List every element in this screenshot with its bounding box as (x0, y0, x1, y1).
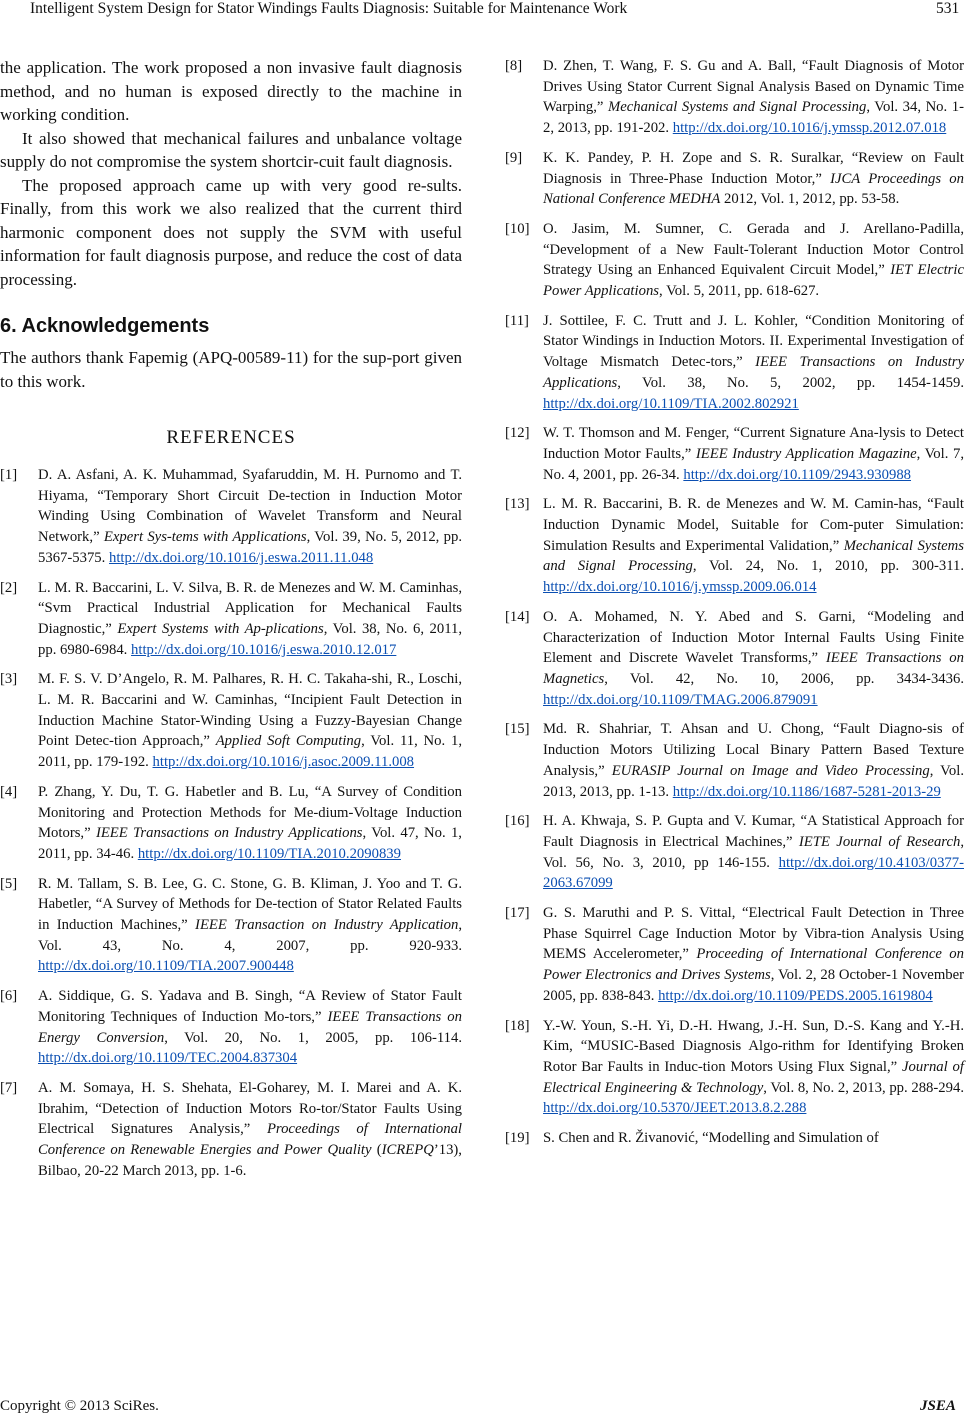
acknowledgements-text: The authors thank Fapemig (APQ-00589-11) for the sup-port given to this work. (0, 348, 462, 391)
reference-venue: IEEE Transactions on Industry Applications (95, 825, 363, 842)
reference-text (38, 578, 462, 661)
reference-details: , Vol. 2013, 2013, pp. 1-13. (543, 762, 964, 800)
reference-authors-title: L. M. R. Baccarini, B. R. de Menezes and W. M. Camin-has, “Fault Induction Dynamic Model, Suitable for Com-puter Simulation: Simulation Results and Experimental Validation,” (543, 496, 964, 554)
running-title: Intelligent System Design for Stator Windings Faults Diagnosis: Suitable for Maintenance Work (30, 0, 628, 17)
reference-venue: IET Electric Power Applications (543, 262, 964, 300)
reference-entry (505, 1016, 964, 1120)
reference-details: , Vol. 5, 2011, pp. 618-627. (659, 283, 820, 300)
reference-doi-link[interactable]: http://dx.doi.org/10.1016/j.eswa.2011.11.048 (109, 549, 374, 566)
reference-text (543, 56, 964, 139)
reference-doi-link[interactable]: http://dx.doi.org/10.1109/TIA.2010.2090839 (137, 845, 401, 862)
body-paragraph: the application. The work proposed a non invasive fault diagnosis method, and no human is exposed directly to the machine in working condition. (0, 58, 462, 124)
reference-text (38, 782, 462, 865)
reference-entry (0, 782, 462, 865)
reference-authors-title: J. Sottilee, F. C. Trutt and J. L. Kohler, “Condition Monitoring of Stator Windings in Induction Motors. II. Experimental Investigation of Voltage Mismatch Detec-tors,” (543, 312, 964, 371)
reference-doi-link[interactable]: http://dx.doi.org/10.1109/TIA.2007.900448 (38, 958, 294, 975)
reference-venue: IEEE Industry Application Magazine (695, 445, 917, 462)
reference-entry (505, 311, 964, 415)
reference-authors-title: O. A. Mohamed, N. Y. Abed and S. Garni, “Modeling and Characterization of Induction Motor Internal Faults Using Finite Element and Discrete Wavelet Transforms,” (543, 608, 964, 667)
reference-text (38, 669, 462, 773)
reference-number: [13] (505, 496, 530, 513)
reference-venue: Journal of Electrical Engineering & Technology (543, 1058, 964, 1096)
reference-authors-title: M. F. S. V. D’Angelo, R. M. Palhares, R. H. C. Takaha-shi, R., Loschi, L. M. R. Baccarini and W. Caminhas, “Incipient Fault Detection in Induction Machine Stator-Winding Using a Fuzzy-Bayesian Change Point Detec-tion Approach,” (38, 671, 462, 750)
running-header (0, 0, 967, 26)
reference-authors-title: G. S. Maruthi and P. S. Vittal, “Electrical Fault Detection in Three Phase Squirrel Cage Induction Motor by Vibra-tion Analysis Using MEMS Accelerometer,” (543, 905, 964, 963)
reference-text (543, 494, 964, 598)
reference-doi-link[interactable]: http://dx.doi.org/10.1016/j.asoc.2009.11.008 (152, 754, 415, 771)
reference-venue: IEEE Transactions on Magnetics (543, 650, 964, 687)
reference-venue: IETE Journal of Research (798, 833, 961, 850)
reference-details: , Vol. 47, No. 1, 2011, pp. 34-46. (38, 825, 462, 862)
reference-number: [8] (505, 58, 523, 74)
reference-text (543, 811, 964, 894)
reference-text (543, 607, 964, 711)
reference-details: , Vol. 34, No. 1-2, 2013, pp. 191-202. (543, 99, 964, 137)
reference-text (543, 1016, 964, 1120)
reference-authors-title: D. Zhen, T. Wang, F. S. Gu and A. Ball, “Fault Diagnosis of Motor Drives Using Stator Current Signal Analysis Based on Dynamic Time Warping,” (543, 58, 964, 116)
reference-text (543, 1128, 964, 1149)
body-paragraph: It also showed that mechanical failures and unbalance voltage supply do not compromise the system shortcir-cuit fault diagnosis. (0, 128, 462, 171)
reference-entry (0, 874, 462, 978)
reference-venue: Mechanical Systems and Signal Processing (543, 537, 964, 575)
reference-details: ’13), Bilbao, 20-22 March 2013, pp. 1-6. (38, 1142, 462, 1179)
reference-text (543, 903, 964, 1007)
reference-entry (505, 719, 964, 802)
reference-venue: Expert Systems with Ap-plications (117, 620, 324, 637)
reference-entry (505, 607, 964, 711)
reference-number: [11] (505, 312, 529, 329)
reference-venue-abbrev: ICREPQ (381, 1142, 434, 1159)
reference-number: [4] (0, 783, 18, 800)
copyright-notice: Copyright © 2013 SciRes. (0, 1398, 159, 1414)
reference-text (38, 465, 462, 569)
reference-details: ( (371, 1142, 382, 1159)
reference-number: [10] (505, 220, 530, 237)
reference-venue: IEEE Transaction on Industry Application (195, 917, 459, 934)
reference-entry (0, 986, 462, 1069)
reference-authors-title: Y.-W. Youn, S.-H. Yi, D.-H. Hwang, J.-H. Sun, D.-S. Kang and Y.-H. Kim, “MUSIC-Based Diagnosis Algo-rithm for Identifying Broken Rotor Bar Faults in Induc-tion Motors Using Flux Signal,” (543, 1017, 964, 1075)
reference-doi-link[interactable]: http://dx.doi.org/10.1109/TIA.2002.802921 (543, 395, 799, 412)
reference-doi-link[interactable]: http://dx.doi.org/10.1016/j.ymssp.2012.07.018 (672, 120, 947, 137)
reference-number: [1] (0, 467, 18, 483)
reference-doi-link[interactable]: http://dx.doi.org/10.5370/JEET.2013.8.2.288 (543, 1100, 807, 1117)
reference-number: [9] (505, 149, 523, 166)
reference-entry (505, 1128, 964, 1149)
reference-text (38, 1078, 462, 1182)
reference-text (543, 719, 964, 802)
reference-number: [12] (505, 425, 530, 442)
reference-venue: Mechanical Systems and Signal Processing (607, 99, 867, 116)
reference-details: , Vol. 7, No. 4, 2001, pp. 26-34. (543, 445, 964, 483)
reference-details: , Vol. 43, No. 4, 2007, pp. 920-933. (38, 917, 462, 954)
reference-number: [17] (505, 905, 530, 922)
reference-doi-link[interactable]: http://dx.doi.org/10.1109/2943.930988 (683, 466, 912, 483)
references-heading: REFERENCES (166, 427, 296, 448)
section-heading: 6. Acknowledgements (0, 315, 210, 337)
reference-number: [2] (0, 579, 18, 596)
reference-details: , Vol. 42, No. 10, 2006, pp. 3434-3436. (604, 670, 964, 687)
reference-authors-title: Md. R. Shahriar, T. Ahsan and U. Chong, “Fault Diagno-sis of Induction Motors Utilizing Local Binary Pattern Based Texture Analysis,” (543, 721, 964, 779)
reference-venue: IEEE Transactions on Energy Conversion (38, 1008, 462, 1046)
reference-entry (505, 494, 964, 598)
reference-entry (505, 423, 964, 485)
reference-number: [14] (505, 608, 530, 625)
reference-venue: Proceedings of International Conference on Renewable Energies and Power Quality (38, 1121, 462, 1159)
reference-authors-title: S. Chen and R. Živanović, “Modelling and Simulation of (543, 1130, 879, 1147)
reference-list-right (505, 56, 964, 1149)
reference-entry (0, 1078, 462, 1182)
reference-number: [3] (0, 671, 18, 688)
reference-authors-title: A. Siddique, G. S. Yadava and B. Singh, “A Review of Stator Fault Monitoring Techniques of Induction Mo-tors,” (38, 988, 462, 1025)
reference-authors-title: W. T. Thomson and M. Fenger, “Current Signature Ana-lysis to Detect Induction Motor Faults,” (543, 425, 964, 462)
reference-venue: Applied Soft Computing (215, 733, 362, 750)
journal-abbrev: JSEA (920, 1398, 956, 1414)
reference-authors-title: A. M. Somaya, H. S. Shehata, El-Goharey, M. I. Marei and A. K. Ibrahim, “Detection of Induction Motors Ro-tor/Stator Faults Using Electrical Signatures Analysis,” (38, 1079, 462, 1138)
reference-authors-title: D. A. Asfani, A. K. Muhammad, Syafaruddin, M. H. Purnomo and T. Hiyama, “Temporary Short Circuit De-tection in Induction Motor Winding Using Combination of Wavelet Transform and Neural Network,” (38, 467, 462, 546)
reference-entry (505, 811, 964, 894)
reference-number: [5] (0, 875, 18, 892)
reference-doi-link[interactable]: http://dx.doi.org/10.4103/0377-2063.67099 (543, 854, 964, 892)
reference-details: , Vol. 39, No. 5, 2012, pp. 5367-5375. (38, 529, 462, 566)
reference-details: , Vol. 38, No. 5, 2002, pp. 1454-1459. (617, 374, 964, 391)
reference-doi-link[interactable]: http://dx.doi.org/10.1016/j.ymssp.2009.06.014 (543, 579, 817, 596)
reference-venue: Expert Sys-tems with Applications (103, 529, 307, 546)
right-column (505, 56, 964, 1158)
reference-details: , Vol. 11, No. 1, 2011, pp. 179-192. (38, 733, 462, 771)
body-paragraph: The proposed approach came up with very good re-sults. Finally, from this work we also realized that the current third harmonic component does not supply the SVM with useful information for fault diagnosis purpose, and reduce the cost of data processing. (0, 175, 462, 289)
reference-list-left (0, 465, 462, 1182)
reference-entry (0, 465, 462, 569)
reference-authors-title: K. K. Pandey, P. H. Zope and S. R. Suralkar, “Review on Fault Diagnosis in Three-Phase Induction Motor,” (543, 149, 964, 187)
reference-entry (505, 903, 964, 1007)
reference-details: , Vol. 38, No. 6, 2011, pp. 6980-6984. (38, 620, 463, 658)
reference-venue: EURASIP Journal on Image and Video Processing (611, 762, 930, 779)
reference-number: [19] (505, 1130, 530, 1147)
reference-venue: IEEE Transactions on Industry Applications (543, 354, 964, 391)
reference-details: , Vol. 8, No. 2, 2013, pp. 288-294. (763, 1079, 964, 1096)
reference-authors-title: L. M. R. Baccarini, L. V. Silva, B. R. de Menezes and W. M. Caminhas, “Svm Practical Industrial Application for Mechanical Faults Diagnostic,” (38, 579, 462, 637)
reference-number: [6] (0, 988, 18, 1005)
reference-number: [15] (505, 721, 530, 738)
reference-authors-title: O. Jasim, M. Sumner, C. Gerada and J. Arellano-Padilla, “Development of a New Fault-Tolerant Induction Motor Control Strategy Using an Enhanced Equivalent Circuit Model,” (543, 220, 964, 279)
reference-venue: IJCA Proceedings on National Conference MEDHA (543, 170, 964, 208)
reference-entry (505, 148, 964, 210)
reference-text (543, 148, 964, 210)
reference-authors-title: H. A. Khwaja, S. P. Gupta and V. Kumar, “A Statistical Approach for Fault Diagnosis in Electrical Machines,” (543, 813, 964, 850)
reference-details: 2012, Vol. 1, 2012, pp. 53-58. (720, 191, 900, 208)
reference-number: [7] (0, 1079, 18, 1096)
reference-entry (505, 56, 964, 139)
reference-doi-link[interactable]: http://dx.doi.org/10.1109/TEC.2004.837304 (38, 1050, 298, 1067)
reference-authors-title: P. Zhang, Y. Du, T. G. Habetler and B. Lu, “A Survey of Condition Monitoring and Protection Methods for Me-dium-Voltage Induction Motors,” (38, 783, 462, 842)
reference-authors-title: R. M. Tallam, S. B. Lee, G. C. Stone, G. B. Kliman, J. Yoo and T. G. Habetler, “A Survey of Methods for De-tection of Stator Related Faults in Induction Machines,” (38, 875, 462, 934)
reference-details: , Vol. 24, No. 1, 2010, pp. 300-311. (692, 558, 965, 575)
page-number: 531 (936, 0, 960, 17)
reference-text (543, 219, 964, 302)
reference-details: , Vol. 2, 28 October-1 November 2005, pp. 838-843. (543, 967, 964, 1004)
left-column (0, 56, 462, 1191)
reference-entry (505, 219, 964, 302)
reference-doi-link[interactable]: http://dx.doi.org/10.1016/j.eswa.2010.12.017 (131, 641, 397, 658)
reference-details: , Vol. 20, No. 1, 2005, pp. 106-114. (164, 1029, 463, 1046)
reference-number: [16] (505, 813, 530, 830)
reference-doi-link[interactable]: http://dx.doi.org/10.1186/1687-5281-2013-29 (672, 783, 941, 800)
reference-doi-link[interactable]: http://dx.doi.org/10.1109/PEDS.2005.1619804 (658, 987, 933, 1004)
reference-number: [18] (505, 1017, 530, 1034)
reference-text (38, 986, 462, 1069)
reference-entry (0, 578, 462, 661)
reference-text (543, 311, 964, 415)
reference-doi-link[interactable]: http://dx.doi.org/10.1109/TMAG.2006.879091 (543, 691, 818, 708)
reference-text (38, 874, 462, 978)
reference-entry (0, 669, 462, 773)
reference-text (543, 423, 964, 485)
reference-venue: Proceeding of International Conference on Power Electronics and Drives Systems (543, 946, 964, 984)
reference-details: , Vol. 56, No. 3, 2010, pp 146-155. (543, 833, 964, 871)
